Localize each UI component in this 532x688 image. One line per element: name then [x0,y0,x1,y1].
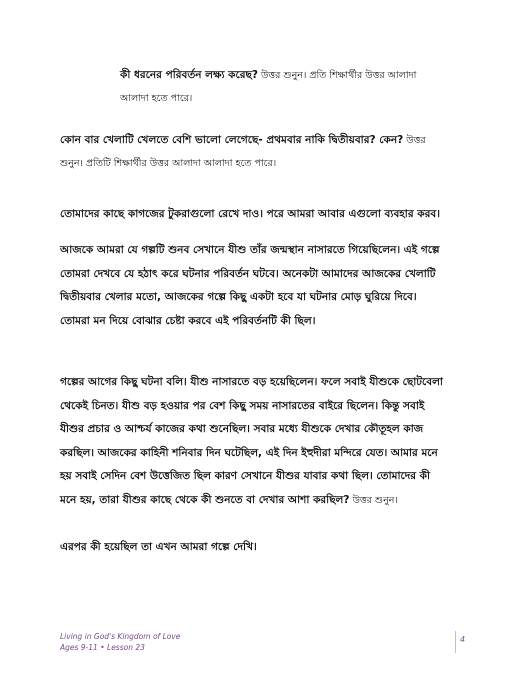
paragraph-line: তোমরা দেখবে যে হঠাৎ করে ঘটনার পরিবর্তন ঘটবে। অনেকটা আমাদের আজকের খেলাটি [60,267,436,280]
paragraph-line: আজকে আমরা যে গল্পটি শুনব সেখানে যীশু তাঁর জন্মস্থান নাসারতে গিয়েছিলেন। এই গল্পে [60,244,440,256]
story-intro-paragraph [60,239,480,333]
paragraph-line [60,489,480,513]
paragraph-line: যীশুর প্রচার ও আশ্চর্য কাজের কথা শুনেছিল। সবার মধ্যে যীশুকে দেখার কৌতূহল কাজ [60,423,424,435]
paragraph-line: দ্বিতীয়বার খেলার মতো, আজকের গল্পে কিছু একটা হবে যা ঘটনার মোড় ঘুরিয়ে দিবে। [60,291,417,303]
paragraph-line: তোমরা মন দিয়ে বোঝার চেষ্টা করবে এই পরিবর্তনটি কী ছিল। [60,314,316,327]
paragraph-line [60,129,480,152]
footer-subtitle: Ages 9-11 • Lesson 23 [60,643,145,652]
instruction-text: উত্তর শুনুন। প্রতি শিক্ষার্থীর উত্তর আলাদা [257,70,417,81]
question-text: মনে হয়, তারা যীশুর কাছে থেকে কী শুনতে বা দেখার আশা করছিল? [60,493,350,506]
question-favorite-round-paragraph [60,129,480,175]
question-text: কোন বার খেলাটি খেলতে বেশি ভালো লেগেছে- প্রথমবার নাকি দ্বিতীয়বার? কেন? [60,134,404,146]
footer-title: Living in God's Kingdom of Love [60,632,181,641]
instruction-text: আলাদা হতে পারে। [120,93,193,104]
instruction-text: উত্তর [403,135,426,146]
paragraph-line: থেকেই চিনত। যীশু বড় হওয়ার পর বেশ কিছু সময় নাসারতের বাইরে ছিলেন। কিন্তু সবাই [60,399,425,412]
footer-divider [455,631,456,653]
paragraph-line: হয় সবাই সেদিন বেশ উত্তেজিত ছিল কারণ সেখানে যীশুর যাবার কথা ছিল। তোমাদের কী [60,470,431,482]
paragraph-line [120,64,480,87]
paragraph-line: তোমাদের কাছে কাগজের টুকরাগুলো রেখে দাও। পরে আমরা আবার এগুলো ব্যবহার করব। [60,208,441,220]
question-change-paragraph [120,64,480,110]
keep-papers-paragraph [60,203,480,226]
instruction-text: উত্তর শুনুন। [349,494,398,506]
question-text: কী ধরনের পরিবর্তন লক্ষ্য করেছ? [120,69,258,81]
page-number: 4 [460,635,466,644]
paragraph-line: গল্পের আগের কিছু ঘটনা বলি। যীশু নাসারতে বড় হয়েছিলেন। ফলে সবাই যীশুকে ছোটবেলা [60,376,443,388]
transition-paragraph [60,536,480,559]
footer [60,631,180,653]
story-background-paragraph [60,371,480,512]
instruction-text: শুনুন। প্রতিটি শিক্ষার্থীর উত্তর আলাদা আলাদা হতে পারে। [60,158,277,169]
paragraph-line: এরপর কী হয়েছিল তা এখন আমরা গল্পে দেখি। [60,541,257,553]
paragraph-line: করছিল। আজকের কাহিনী শনিবার দিন ঘটেছিল, এই দিন ইহুদীরা মন্দিরে যেত। আমার মনে [60,446,438,459]
